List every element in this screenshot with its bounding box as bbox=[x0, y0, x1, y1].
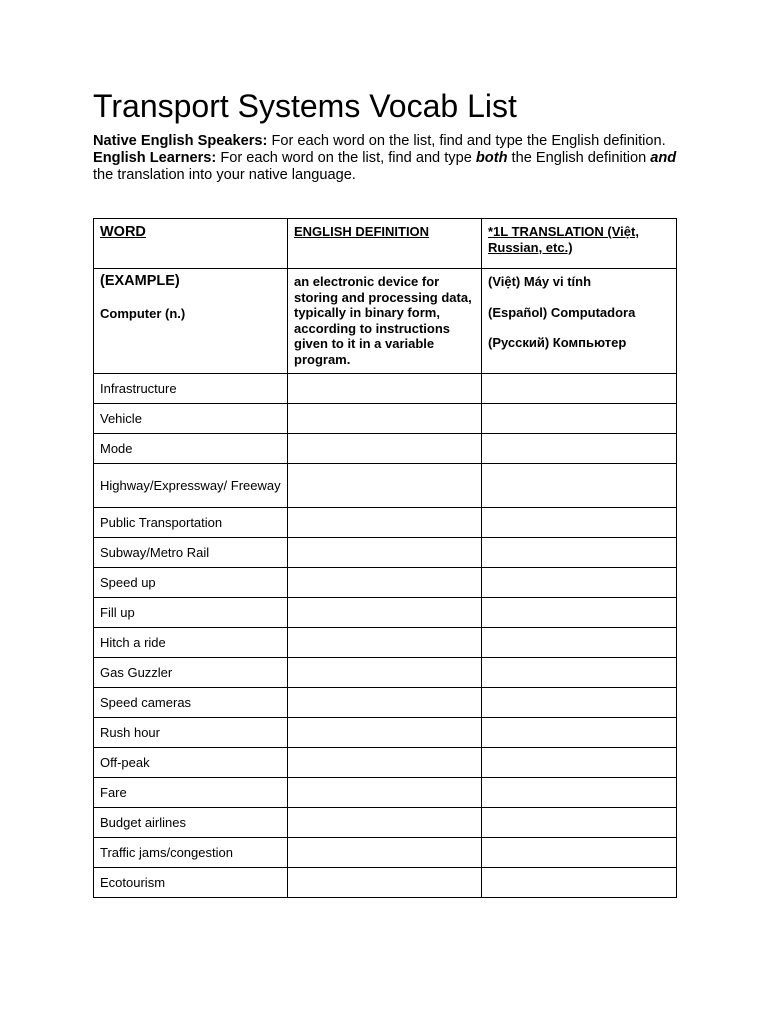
table-row bbox=[94, 374, 677, 404]
vocab-word: Hitch a ride bbox=[100, 634, 166, 650]
table-row bbox=[94, 838, 677, 868]
english-learners-text-3: the translation into your native language. bbox=[93, 167, 356, 183]
native-speakers-label: Native English Speakers: bbox=[93, 133, 268, 149]
header-definition: ENGLISH DEFINITION bbox=[288, 219, 482, 269]
translation-cell[interactable] bbox=[482, 464, 677, 508]
word-cell bbox=[94, 404, 288, 434]
vocab-word: Vehicle bbox=[100, 410, 142, 426]
vocab-word: Highway/Expressway/ Freeway bbox=[100, 477, 281, 493]
translation-cell[interactable] bbox=[482, 404, 677, 434]
table-row bbox=[94, 538, 677, 568]
translation-cell[interactable] bbox=[482, 598, 677, 628]
definition-cell[interactable] bbox=[288, 404, 482, 434]
example-translation-vietnamese: (Việt) Máy vi tính bbox=[488, 274, 592, 289]
definition-cell[interactable] bbox=[288, 778, 482, 808]
translation-cell[interactable] bbox=[482, 778, 677, 808]
page-title: Transport Systems Vocab List bbox=[93, 88, 517, 124]
definition-cell[interactable] bbox=[288, 718, 482, 748]
definition-cell[interactable] bbox=[288, 598, 482, 628]
example-definition: an electronic device for storing and processing data, typically in binary form, according to instructions given to it in a variable program. bbox=[294, 274, 472, 367]
word-cell bbox=[94, 838, 288, 868]
example-definition-cell bbox=[288, 269, 482, 374]
table-row bbox=[94, 658, 677, 688]
translation-cell[interactable] bbox=[482, 688, 677, 718]
vocab-word: Off-peak bbox=[100, 754, 150, 770]
word-cell bbox=[94, 718, 288, 748]
vocab-word: Traffic jams/congestion bbox=[100, 844, 233, 860]
vocab-word: Ecotourism bbox=[100, 874, 166, 890]
example-translation-spanish: (Español) Computadora bbox=[488, 304, 636, 320]
example-word: Computer (n.) bbox=[100, 305, 186, 321]
word-cell bbox=[94, 868, 288, 898]
translation-cell[interactable] bbox=[482, 508, 677, 538]
vocab-word: Speed up bbox=[100, 574, 156, 590]
header-translation: *1L TRANSLATION (Việt, Russian, etc.) bbox=[482, 219, 677, 269]
table-row bbox=[94, 628, 677, 658]
table-row bbox=[94, 718, 677, 748]
definition-cell[interactable] bbox=[288, 628, 482, 658]
vocab-word: Speed cameras bbox=[100, 694, 192, 710]
translation-cell[interactable] bbox=[482, 628, 677, 658]
english-learners-text-1: For each word on the list, find and type bbox=[216, 150, 476, 166]
word-cell bbox=[94, 748, 288, 778]
translation-cell[interactable] bbox=[482, 568, 677, 598]
definition-cell[interactable] bbox=[288, 658, 482, 688]
translation-cell[interactable] bbox=[482, 748, 677, 778]
word-cell bbox=[94, 538, 288, 568]
instructions bbox=[93, 133, 683, 184]
example-row bbox=[94, 269, 677, 374]
definition-cell[interactable] bbox=[288, 434, 482, 464]
native-speakers-text: For each word on the list, find and type the English definition. bbox=[267, 133, 666, 149]
header-word: WORD bbox=[94, 219, 288, 269]
example-translation-russian: (Русский) Компьютер bbox=[488, 335, 627, 350]
vocab-word: Gas Guzzler bbox=[100, 664, 173, 680]
definition-cell[interactable] bbox=[288, 688, 482, 718]
example-label: (EXAMPLE) bbox=[100, 273, 180, 289]
english-learners-text-2: the English definition bbox=[507, 150, 651, 166]
table-row bbox=[94, 464, 677, 508]
vocab-word: Mode bbox=[100, 440, 133, 456]
word-cell bbox=[94, 778, 288, 808]
definition-cell[interactable] bbox=[288, 538, 482, 568]
word-cell bbox=[94, 598, 288, 628]
translation-cell[interactable] bbox=[482, 808, 677, 838]
definition-cell[interactable] bbox=[288, 838, 482, 868]
translation-cell[interactable] bbox=[482, 868, 677, 898]
table-row bbox=[94, 778, 677, 808]
table-row bbox=[94, 568, 677, 598]
table-row bbox=[94, 688, 677, 718]
english-learners-label: English Learners: bbox=[93, 150, 217, 166]
word-cell bbox=[94, 374, 288, 404]
example-translation-cell bbox=[482, 269, 677, 374]
vocab-word: Rush hour bbox=[100, 724, 160, 740]
header-row bbox=[94, 219, 677, 269]
table-row bbox=[94, 868, 677, 898]
translation-cell[interactable] bbox=[482, 434, 677, 464]
translation-cell[interactable] bbox=[482, 718, 677, 748]
word-cell bbox=[94, 808, 288, 838]
table-row bbox=[94, 434, 677, 464]
table-row bbox=[94, 404, 677, 434]
english-learners-instruction bbox=[93, 150, 683, 184]
word-cell bbox=[94, 434, 288, 464]
word-cell bbox=[94, 628, 288, 658]
word-cell bbox=[94, 688, 288, 718]
word-cell bbox=[94, 568, 288, 598]
table-row bbox=[94, 808, 677, 838]
translation-cell[interactable] bbox=[482, 838, 677, 868]
example-word-cell bbox=[94, 269, 288, 374]
vocab-word: Fare bbox=[100, 784, 127, 800]
table-row bbox=[94, 748, 677, 778]
native-speakers-instruction bbox=[93, 133, 683, 150]
vocab-word: Subway/Metro Rail bbox=[100, 544, 210, 560]
table-row bbox=[94, 508, 677, 538]
definition-cell[interactable] bbox=[288, 508, 482, 538]
emphasis-and: and bbox=[650, 150, 677, 166]
vocab-word: Public Transportation bbox=[100, 514, 223, 530]
definition-cell[interactable] bbox=[288, 808, 482, 838]
word-cell bbox=[94, 464, 288, 508]
translation-cell[interactable] bbox=[482, 538, 677, 568]
translation-cell[interactable] bbox=[482, 658, 677, 688]
vocab-word: Budget airlines bbox=[100, 814, 186, 830]
table-row bbox=[94, 598, 677, 628]
word-cell bbox=[94, 508, 288, 538]
definition-cell[interactable] bbox=[288, 374, 482, 404]
vocab-table bbox=[93, 218, 677, 898]
vocab-word: Infrastructure bbox=[100, 380, 177, 396]
translation-cell[interactable] bbox=[482, 374, 677, 404]
definition-cell[interactable] bbox=[288, 748, 482, 778]
definition-cell[interactable] bbox=[288, 464, 482, 508]
definition-cell[interactable] bbox=[288, 568, 482, 598]
vocab-word: Fill up bbox=[100, 604, 135, 620]
word-cell bbox=[94, 658, 288, 688]
emphasis-both: both bbox=[475, 150, 508, 166]
definition-cell[interactable] bbox=[288, 868, 482, 898]
